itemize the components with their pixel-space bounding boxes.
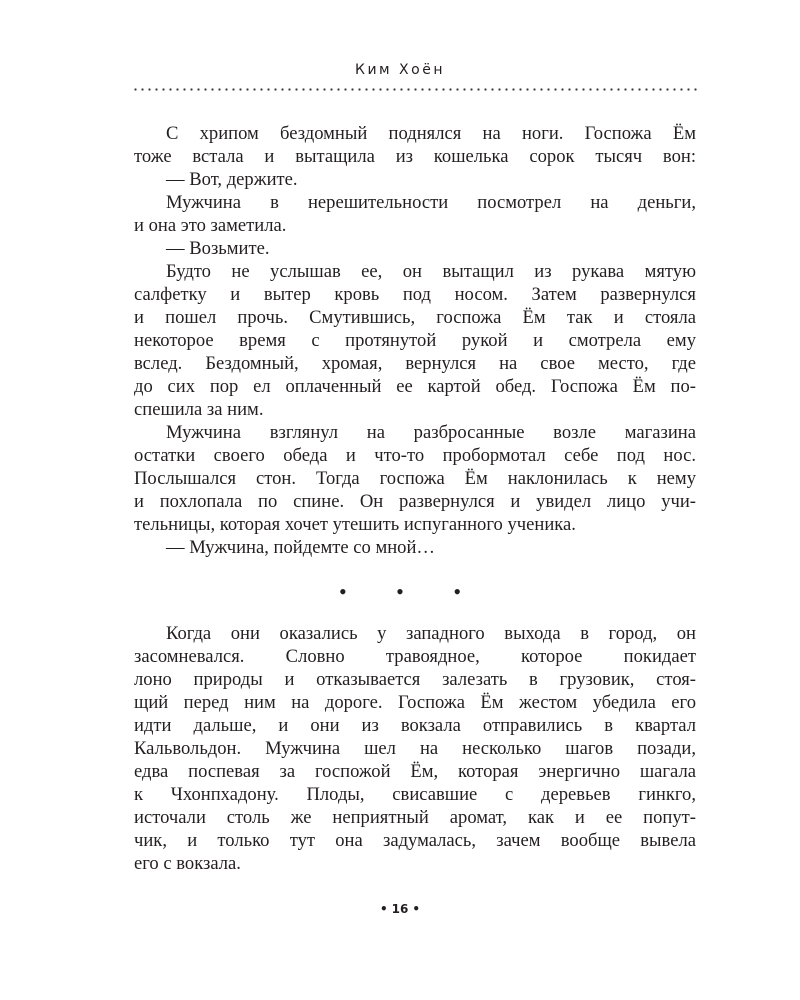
- text-line: Послышался стон. Тогда госпожа Ём наклонилась к нему: [134, 468, 696, 489]
- text-line: Кальвольдон. Мужчина шел на несколько шагов позади,: [134, 738, 696, 759]
- text-line: вслед. Бездомный, хромая, вернулся на свое место, где: [134, 353, 696, 374]
- text-line: едва поспевая за госпожой Ём, которая энергично шагала: [134, 761, 696, 782]
- running-head-author: Ким Хоён: [355, 62, 445, 78]
- text-line: щий перед ним на дороге. Госпожа Ём жестом убедила его: [134, 692, 696, 713]
- text-line: некоторое время с протянутой рукой и смотрела ему: [134, 330, 696, 351]
- page-number-ornament-right: •: [412, 902, 421, 916]
- text-line: его с вокзала.: [134, 853, 241, 874]
- scene-break-ornament: • • •: [338, 579, 484, 604]
- text-line: и пошел прочь. Смутившись, госпожа Ём так и стояла: [134, 307, 696, 328]
- text-line: — Вот, держите.: [166, 169, 298, 190]
- text-line: — Возьмите.: [166, 238, 270, 259]
- page-number: 16: [391, 902, 409, 916]
- text-line: Будто не услышав ее, он вытащил из рукава мятую: [166, 261, 696, 282]
- text-line: и похлопала по спине. Он развернулся и увидел лицо учи-: [134, 491, 696, 512]
- text-line: тельницы, которая хочет утешить испуганного ученика.: [134, 514, 576, 535]
- text-line: Когда они оказались у западного выхода в город, он: [166, 623, 696, 644]
- text-line: тоже встала и вытащила из кошелька сорок тысяч вон:: [134, 146, 696, 167]
- passage-2: [134, 622, 696, 875]
- text-line: С хрипом бездомный поднялся на ноги. Госпожа Ём: [166, 123, 696, 144]
- text-line: идти дальше, и они из вокзала отправились в квартал: [134, 715, 696, 736]
- text-line: чик, и только тут она задумалась, зачем вообще вывела: [134, 830, 696, 851]
- page-number-ornament-left: •: [379, 902, 388, 916]
- text-line: Мужчина взглянул на разбросанные возле магазина: [166, 422, 696, 443]
- text-line: к Чхонпхадону. Плоды, свисавшие с деревьев гинкго,: [134, 784, 696, 805]
- text-line: до сих пор ел оплаченный ее картой обед. Госпожа Ём по-: [134, 376, 696, 397]
- text-line: и она это заметила.: [134, 215, 287, 236]
- passage-1: [134, 122, 696, 559]
- text-line: источали столь же неприятный аромат, как и ее попут-: [134, 807, 696, 828]
- text-line: — Мужчина, пойдемте со мной…: [166, 537, 436, 558]
- dotted-header-rule: [132, 88, 698, 91]
- text-line: лоно природы и отказывается залезать в грузовик, стоя-: [134, 669, 696, 690]
- text-line: спешила за ним.: [134, 399, 264, 420]
- page-number-footer: [0, 902, 800, 916]
- text-line: Мужчина в нерешительности посмотрел на деньги,: [166, 192, 696, 213]
- text-line: остатки своего обеда и что-то пробормотал себе под нос.: [134, 445, 696, 466]
- text-line: салфетку и вытер кровь под носом. Затем развернулся: [134, 284, 696, 305]
- text-line: засомневался. Словно травоядное, которое покидает: [134, 646, 696, 667]
